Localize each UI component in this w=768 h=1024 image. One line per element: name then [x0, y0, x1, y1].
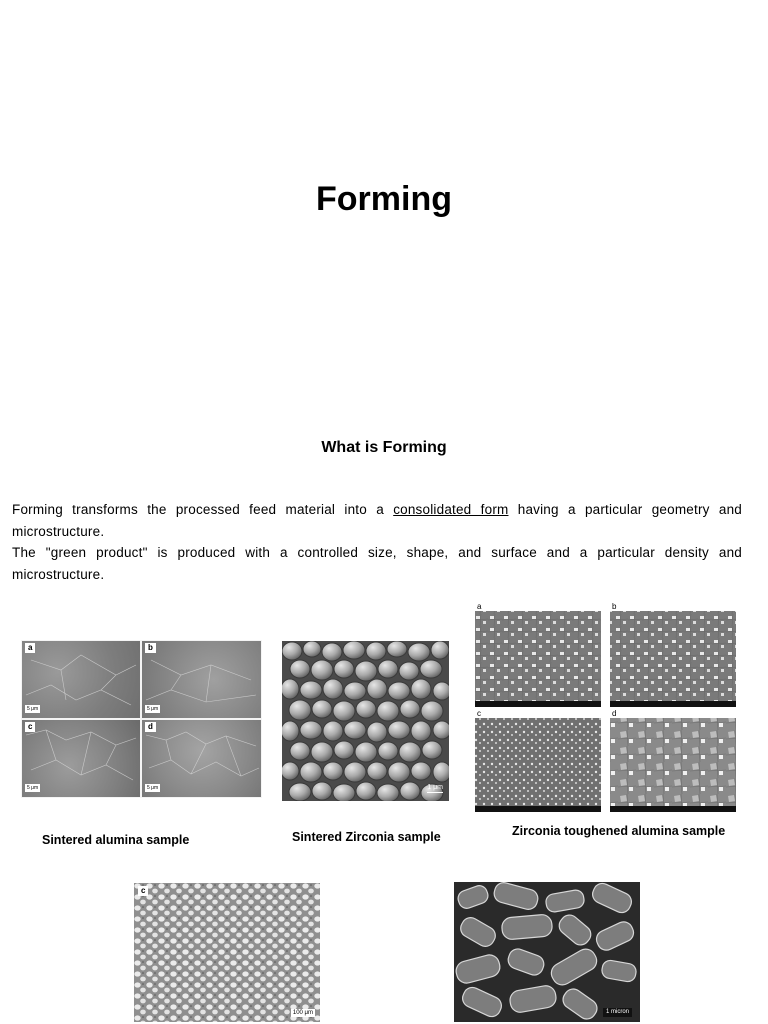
zirconia-grains [282, 641, 449, 801]
zta-caption: Zirconia toughened alumina sample [512, 824, 726, 838]
alumina-sem-image [21, 640, 262, 798]
zta-label-a: a [477, 602, 482, 611]
paragraph-2: The "green product" is produced with a controlled size, shape, and surface and a particular density and microstructure. [12, 545, 742, 582]
zta-sem-image [474, 602, 740, 814]
zta-label-c: c [477, 709, 481, 718]
zirconia-caption: Sintered Zirconia sample [292, 830, 441, 844]
zirconia-sem-image [282, 641, 449, 801]
alumina-label-c: c [25, 722, 35, 732]
alumina-scale-bar-d: 5 μm [147, 785, 159, 791]
zirconia-scale-bar: 1 μm [427, 784, 443, 791]
consolidated-form-term: consolidated form [393, 502, 509, 517]
bottom-right-sem-image [454, 882, 640, 1022]
alumina-scale-bar-a: 5 μm [27, 706, 39, 712]
zta-label-d: d [612, 709, 617, 718]
bottom-left-sem-image [134, 883, 320, 1022]
bottom-left-label-c: c [138, 886, 148, 896]
bottom-left-grains [134, 883, 320, 1022]
alumina-caption: Sintered alumina sample [42, 833, 190, 847]
alumina-scale-bar-b: 5 μm [147, 706, 159, 712]
bottom-right-scale-bar: 1 micron [603, 1008, 632, 1017]
alumina-label-d: d [145, 722, 156, 732]
alumina-label-b: b [145, 643, 156, 653]
alumina-grain-lines [21, 640, 262, 798]
section-heading: What is Forming [321, 439, 447, 456]
alumina-scale-bar-c: 5 μm [27, 785, 39, 791]
zta-panels [474, 602, 740, 814]
alumina-label-a: a [25, 643, 35, 653]
zta-label-b: b [612, 602, 617, 611]
bottom-right-grains [454, 882, 640, 1022]
page-title: Forming [316, 180, 452, 218]
paragraph-1: Forming transforms the processed feed material into a consolidated form having a particular geometry and microstructure. [12, 502, 742, 539]
body-text [12, 499, 742, 585]
bottom-left-scale-bar: 100 μm [292, 1010, 313, 1016]
